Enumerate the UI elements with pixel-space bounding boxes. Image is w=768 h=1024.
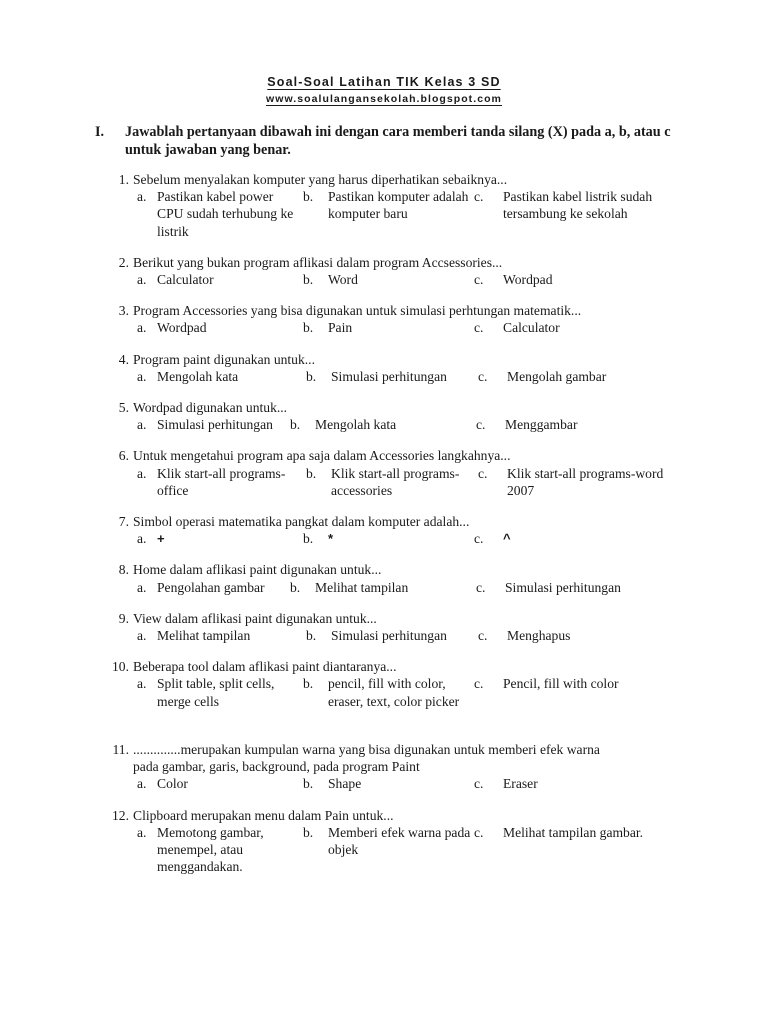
question-list: [108, 171, 693, 889]
option-inner: [474, 188, 689, 222]
option-inner: [137, 775, 302, 792]
option-row: [108, 368, 693, 386]
question-number: 5.: [118, 399, 129, 415]
option-inner: [306, 627, 481, 644]
question-stem: ..............merupakan kumpulan warna yang bisa digunakan untuk memberi efek warna: [133, 741, 600, 757]
question-item: [108, 610, 693, 645]
option-label-b: b.: [303, 776, 314, 792]
option-label-a: a.: [137, 320, 147, 336]
question-head: [108, 561, 693, 578]
option-text-a: Memotong gambar, menempel, atau menggandakan.: [157, 824, 264, 875]
option-inner: [476, 579, 691, 596]
option-inner: [137, 271, 302, 288]
option-inner: [474, 319, 689, 336]
option-b[interactable]: [290, 579, 475, 596]
option-label-c: c.: [474, 531, 484, 547]
question-stem: Program paint digunakan untuk...: [133, 351, 315, 367]
option-label-a: a.: [137, 579, 147, 595]
option-text-c: Klik start-all programs-word 2007: [507, 465, 664, 498]
option-a[interactable]: [137, 530, 302, 547]
option-c[interactable]: [478, 465, 693, 499]
option-row: [108, 530, 693, 548]
option-c[interactable]: [474, 319, 689, 336]
option-c[interactable]: [476, 416, 691, 433]
option-row: [108, 579, 693, 597]
option-label-a: a.: [137, 824, 147, 840]
question-number: 11.: [112, 741, 129, 757]
option-c[interactable]: [474, 188, 689, 222]
option-label-a: a.: [137, 627, 147, 643]
question-stem: Beberapa tool dalam aflikasi paint diantaranya...: [133, 659, 397, 675]
option-a[interactable]: [137, 319, 302, 336]
option-c[interactable]: [478, 627, 693, 644]
option-label-c: c.: [474, 272, 484, 287]
question-item: [108, 658, 693, 728]
option-label-b: b.: [303, 824, 314, 840]
option-inner: [303, 775, 473, 792]
option-inner: [290, 579, 475, 596]
question-item: [108, 741, 693, 794]
question-item: [108, 447, 693, 500]
option-label-b: b.: [290, 417, 301, 433]
option-text-b: Simulasi perhitungan: [331, 627, 447, 643]
option-text-a: Color: [157, 776, 188, 792]
section-numeral: I.: [95, 124, 105, 140]
option-text-b: Klik start-all programs-accessories: [331, 465, 460, 498]
option-a[interactable]: [137, 824, 302, 876]
option-inner: [303, 824, 473, 858]
option-text-b: Memberi efek warna pada objek: [328, 824, 471, 857]
option-label-a: a.: [137, 417, 147, 433]
option-text-a: Split table, split cells, merge cells: [157, 676, 275, 709]
option-inner: [303, 319, 473, 336]
option-row: [108, 416, 693, 434]
option-text-a: Klik start-all programs-office: [157, 465, 286, 498]
question-number: 4.: [118, 351, 129, 367]
option-text-b: pencil, fill with color, eraser, text, color picker: [328, 676, 460, 709]
option-a[interactable]: [137, 465, 312, 499]
section-heading: [95, 124, 675, 159]
option-inner: [474, 775, 689, 792]
question-stem: View dalam aflikasi paint digunakan untuk...: [133, 610, 377, 626]
option-b[interactable]: [303, 824, 473, 858]
option-label-b: b.: [303, 320, 314, 336]
question-number: 9.: [118, 610, 129, 626]
option-inner: [290, 416, 475, 433]
option-row: [108, 627, 693, 645]
option-a[interactable]: [137, 188, 302, 240]
option-b[interactable]: [303, 271, 473, 288]
question-stem: Simbol operasi matematika pangkat dalam komputer adalah...: [133, 513, 470, 529]
question-item: [108, 171, 693, 241]
option-a[interactable]: [137, 271, 302, 288]
question-number: 10.: [112, 659, 129, 675]
option-text-a: Pastikan kabel power CPU sudah terhubung ke listrik: [157, 189, 294, 239]
question-stem: Home dalam aflikasi paint digunakan untuk...: [133, 562, 382, 578]
option-label-b: b.: [290, 579, 301, 595]
question-number: 2.: [118, 254, 129, 270]
option-b[interactable]: [303, 530, 473, 547]
option-text-c: Simulasi perhitungan: [505, 579, 621, 595]
option-inner: [478, 627, 693, 644]
question-item: [108, 807, 693, 877]
section-instruction: Jawablah pertanyaan dibawah ini dengan cara memberi tanda silang (X) pada a, b, atau c untuk jawaban yang benar.: [125, 124, 671, 158]
option-row: [108, 271, 693, 289]
option-a[interactable]: [137, 675, 302, 709]
question-head: [108, 741, 693, 758]
option-text-a: Simulasi perhitungan: [157, 417, 273, 433]
option-row: [108, 465, 693, 500]
option-label-c: c.: [474, 189, 484, 205]
question-stem: Wordpad digunakan untuk...: [133, 399, 288, 415]
option-b[interactable]: [306, 465, 481, 499]
option-inner: [137, 824, 302, 876]
option-text-b: Melihat tampilan: [315, 579, 409, 595]
option-label-c: c.: [474, 320, 484, 336]
option-inner: [474, 530, 689, 547]
question-head: [108, 513, 693, 530]
question-head: [108, 254, 693, 271]
option-c[interactable]: [474, 675, 689, 692]
option-inner: [303, 188, 473, 222]
question-item: [108, 399, 693, 434]
option-text-c: Mengolah gambar: [507, 368, 607, 384]
option-text-a: Calculator: [157, 272, 214, 287]
option-inner: [306, 465, 481, 499]
option-inner: [303, 271, 473, 288]
question-stem-line2: pada gambar, garis, background, pada program Paint: [133, 759, 420, 775]
question-head: [108, 447, 693, 464]
option-text-b: Mengolah kata: [315, 417, 397, 433]
option-a[interactable]: [137, 416, 289, 433]
option-inner: [137, 416, 289, 433]
option-row: [108, 775, 693, 793]
question-number: 12.: [112, 807, 129, 823]
option-row: [108, 824, 693, 877]
option-c[interactable]: [476, 579, 691, 596]
option-text-c: Pencil, fill with color: [503, 676, 619, 692]
option-b[interactable]: [303, 188, 473, 222]
option-b[interactable]: [290, 416, 475, 433]
option-inner: [137, 675, 302, 709]
option-text-c: ^: [503, 531, 511, 547]
option-label-c: c.: [474, 776, 484, 792]
option-label-a: a.: [137, 189, 147, 205]
question-head: [108, 610, 693, 627]
option-label-b: b.: [303, 189, 314, 205]
option-a[interactable]: [137, 627, 312, 644]
option-label-b: b.: [306, 627, 317, 643]
option-b[interactable]: [303, 675, 473, 709]
option-a[interactable]: [137, 368, 312, 385]
question-item: [108, 254, 693, 289]
option-inner: [474, 824, 689, 841]
option-row: [108, 319, 693, 337]
question-head: [108, 658, 693, 675]
option-label-a: a.: [137, 368, 147, 384]
option-label-b: b.: [306, 465, 317, 481]
question-item: [108, 351, 693, 386]
option-c[interactable]: [474, 271, 689, 288]
question-head: [108, 302, 693, 319]
option-inner: [137, 530, 302, 547]
option-text-a: Wordpad: [157, 320, 207, 336]
question-number: 3.: [118, 303, 129, 319]
option-inner: [137, 188, 302, 240]
option-text-a: Melihat tampilan: [157, 627, 251, 643]
question-item: [108, 513, 693, 548]
option-inner: [137, 627, 312, 644]
option-label-b: b.: [303, 676, 314, 692]
option-label-a: a.: [137, 531, 147, 547]
option-b[interactable]: [303, 319, 473, 336]
question-head: [108, 807, 693, 824]
option-text-c: Menggambar: [505, 417, 578, 433]
option-label-b: b.: [303, 272, 314, 287]
option-label-a: a.: [137, 676, 147, 692]
option-inner: [137, 368, 312, 385]
option-label-c: c.: [478, 627, 488, 643]
option-text-c: Menghapus: [507, 627, 571, 643]
option-text-a: Pengolahan gambar: [157, 579, 265, 595]
page-title: Soal-Soal Latihan TIK Kelas 3 SD: [267, 75, 501, 89]
option-row: [108, 188, 693, 241]
option-label-c: c.: [474, 676, 484, 692]
question-stem: Program Accessories yang bisa digunakan untuk simulasi perhtungan matematik...: [133, 303, 582, 319]
option-label-a: a.: [137, 272, 147, 287]
option-c[interactable]: [474, 775, 689, 792]
option-inner: [137, 319, 302, 336]
option-label-c: c.: [474, 824, 484, 840]
option-text-b: *: [328, 531, 334, 547]
question-item: [108, 302, 693, 337]
question-stem: Untuk mengetahui program apa saja dalam Accessories langkahnya...: [133, 448, 511, 464]
option-label-b: b.: [303, 531, 314, 547]
option-inner: [476, 416, 691, 433]
option-inner: [474, 675, 689, 692]
option-inner: [303, 530, 473, 547]
option-text-b: Pain: [328, 320, 353, 336]
question-head: [108, 171, 693, 188]
option-inner: [478, 465, 693, 499]
option-text-c: Calculator: [503, 320, 560, 336]
option-label-c: c.: [476, 417, 486, 433]
document-header: [0, 74, 768, 107]
option-text-c: Pastikan kabel listrik sudah tersambung ke sekolah: [503, 189, 653, 222]
option-inner: [306, 368, 481, 385]
option-label-c: c.: [478, 368, 488, 384]
option-text-c: Eraser: [503, 776, 538, 792]
option-inner: [474, 271, 689, 288]
option-text-b: Pastikan komputer adalah komputer baru: [328, 189, 469, 222]
option-label-c: c.: [476, 579, 486, 595]
option-text-a: Mengolah kata: [157, 368, 239, 384]
option-b[interactable]: [306, 627, 481, 644]
option-text-a: +: [157, 531, 165, 547]
question-stem: Clipboard merupakan menu dalam Pain untuk...: [133, 807, 394, 823]
option-a[interactable]: [137, 579, 289, 596]
option-c[interactable]: [474, 824, 689, 841]
question-stem: Sebelum menyalakan komputer yang harus diperhatikan sebaiknya...: [133, 172, 508, 187]
option-inner: [303, 675, 473, 709]
question-number: 6.: [118, 448, 129, 464]
option-a[interactable]: [137, 775, 302, 792]
option-text-b: Shape: [328, 776, 362, 792]
option-text-b: Word: [328, 272, 358, 287]
question-head: [108, 351, 693, 368]
option-label-b: b.: [306, 368, 317, 384]
option-text-c: Melihat tampilan gambar.: [503, 824, 644, 840]
question-head: [108, 399, 693, 416]
question-item: [108, 561, 693, 596]
question-stem: Berikut yang bukan program aflikasi dalam program Accsessories...: [133, 254, 503, 270]
option-b[interactable]: [303, 775, 473, 792]
option-label-a: a.: [137, 465, 147, 481]
option-label-c: c.: [478, 465, 488, 481]
question-number: 1.: [118, 172, 129, 187]
source-url: www.soalulangansekolah.blogspot.com: [266, 93, 502, 105]
option-inner: [137, 465, 312, 499]
option-c[interactable]: [474, 530, 689, 547]
option-label-a: a.: [137, 776, 147, 792]
option-b[interactable]: [306, 368, 481, 385]
option-c[interactable]: [478, 368, 693, 385]
option-inner: [478, 368, 693, 385]
option-inner: [137, 579, 289, 596]
option-text-c: Wordpad: [503, 272, 553, 287]
option-text-b: Simulasi perhitungan: [331, 368, 447, 384]
question-number: 7.: [118, 513, 129, 529]
option-row: [108, 675, 693, 728]
question-number: 8.: [118, 562, 129, 578]
